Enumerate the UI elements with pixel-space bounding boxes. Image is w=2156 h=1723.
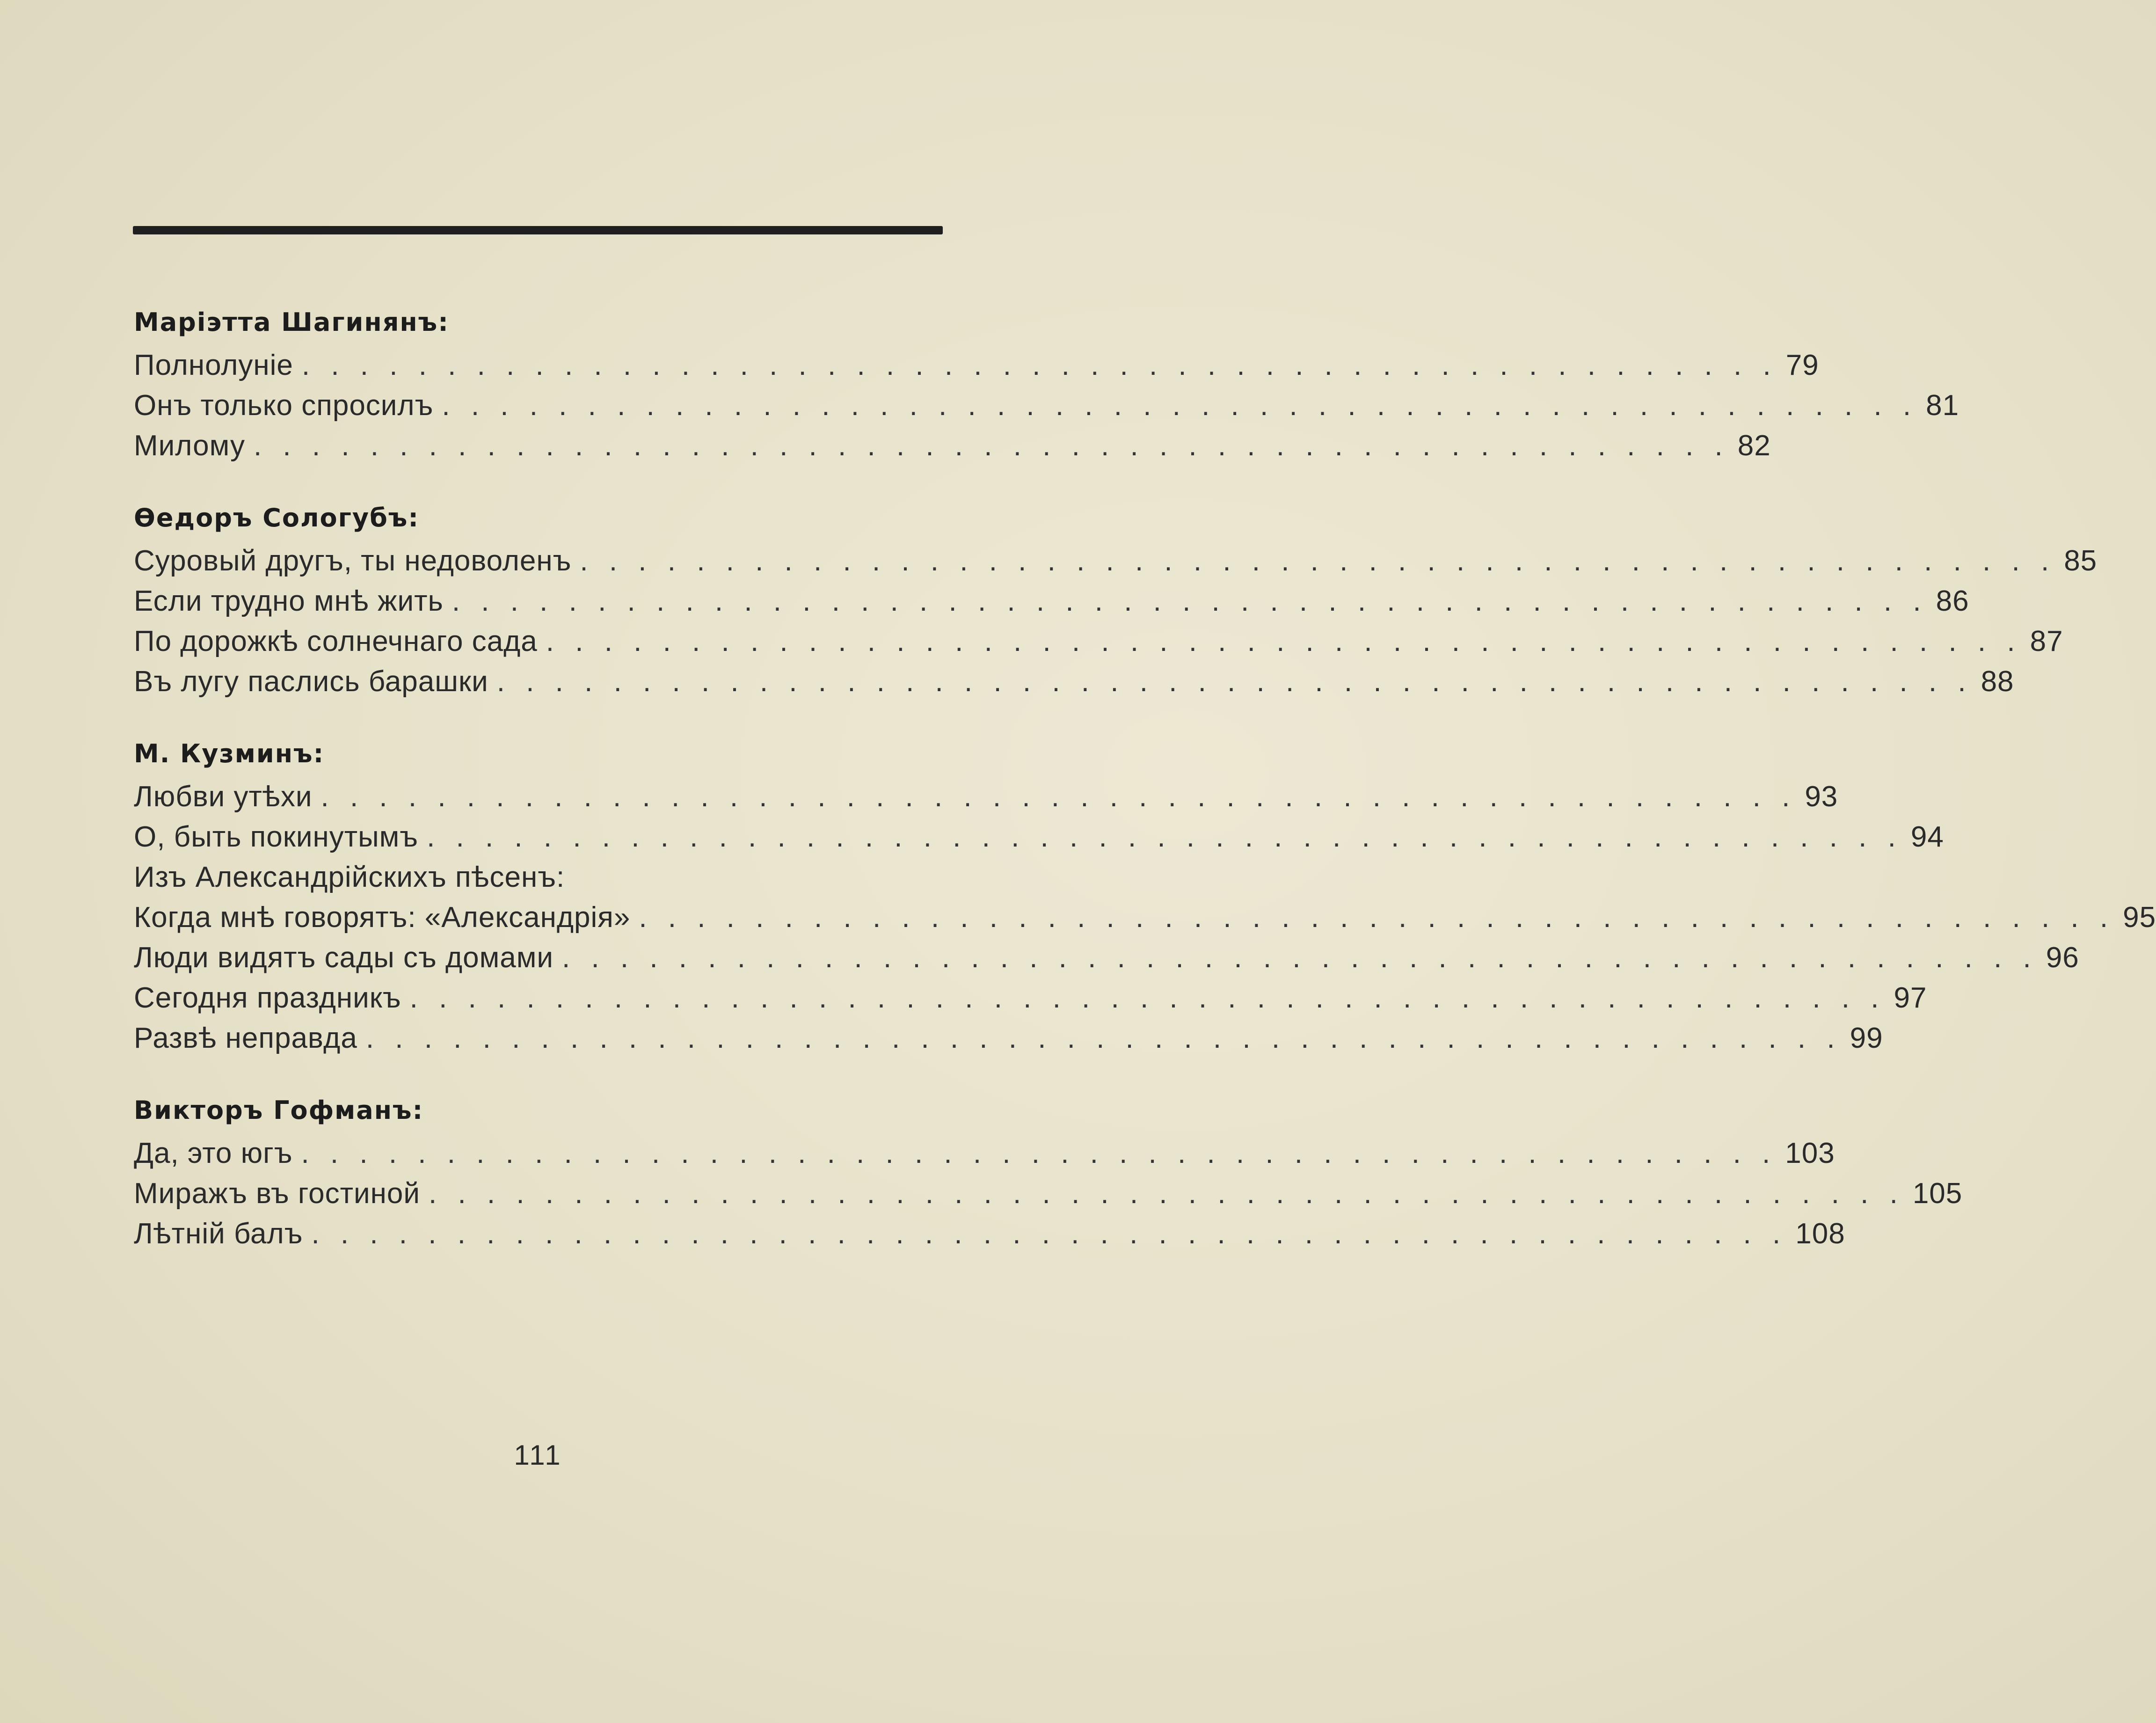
entry-title: Изъ Александрійскихъ пѣсенъ: bbox=[134, 861, 565, 893]
entry-page: 99 bbox=[1850, 1022, 1883, 1054]
toc-section-shaginyan bbox=[134, 304, 1959, 466]
toc-entry bbox=[134, 898, 2156, 938]
leader-dots: . . . . . . . . . . . . . . . . . . . . . . . . . . . . . . . . . . . . . . . . . . . . . . . . . . . bbox=[253, 430, 1729, 462]
toc-entry bbox=[134, 581, 1969, 621]
toc-entry bbox=[134, 662, 2014, 702]
entry-page: 103 bbox=[1785, 1137, 1835, 1169]
leader-dots: . . . . . . . . . . . . . . . . . . . . . . . . . . . . . . . . . . . . . . . . . . . . . . . . . . . bbox=[452, 585, 1928, 617]
leader-dots: . . . . . . . . . . . . . . . . . . . . . . . . . . . . . . . . . . . . . . . . . . . . . . . . . . . bbox=[301, 1137, 1777, 1169]
toc-entry bbox=[134, 817, 1944, 857]
entry-page: 81 bbox=[1926, 389, 1959, 422]
toc-entry bbox=[134, 1214, 1845, 1254]
entry-page: 96 bbox=[2046, 942, 2079, 974]
toc-section-gofman bbox=[134, 1092, 1963, 1254]
entry-title: Миражъ въ гостиной bbox=[134, 1177, 421, 1210]
entry-page: 94 bbox=[1910, 821, 1944, 853]
entry-page: 88 bbox=[1981, 665, 2014, 698]
entry-title: Милому bbox=[134, 430, 245, 462]
entry-page: 108 bbox=[1795, 1218, 1845, 1250]
entry-page: 93 bbox=[1805, 781, 1838, 813]
entry-title: Когда мнѣ говорятъ: «Александрія» bbox=[134, 901, 631, 934]
entry-title: Развѣ неправда bbox=[134, 1022, 357, 1054]
entry-page: 95 bbox=[2123, 901, 2156, 934]
leader-dots: . . . . . . . . . . . . . . . . . . . . . . . . . . . . . . . . . . . . . . . . . . . . . . . . . . . bbox=[562, 942, 2038, 974]
toc-entry bbox=[134, 1018, 1883, 1059]
toc-section-sologub bbox=[134, 500, 2098, 702]
leader-dots: . . . . . . . . . . . . . . . . . . . . . . . . . . . . . . . . . . . . . . . . . . . . . . . . . . . bbox=[639, 901, 2115, 934]
toc-entry bbox=[134, 938, 2079, 978]
leader-dots: . . . . . . . . . . . . . . . . . . . . . . . . . . . . . . . . . . . . . . . . . . . . . . . . . . . bbox=[365, 1022, 1842, 1054]
toc-entry bbox=[134, 426, 1771, 466]
entry-title: Если трудно мнѣ жить bbox=[134, 585, 444, 617]
entry-title: По дорожкѣ солнечнаго сада bbox=[134, 625, 538, 657]
leader-dots: . . . . . . . . . . . . . . . . . . . . . . . . . . . . . . . . . . . . . . . . . . . . . . . . . . . bbox=[546, 625, 2022, 657]
toc-entry bbox=[134, 1174, 1963, 1214]
entry-title: О, быть покинутымъ bbox=[134, 821, 419, 853]
table-of-contents bbox=[134, 304, 2156, 1288]
leader-dots: . . . . . . . . . . . . . . . . . . . . . . . . . . . . . . . . . . . . . . . . . . . . . . . . . . . bbox=[580, 545, 2056, 577]
author-heading: Маріэтта Шагинянъ: bbox=[134, 307, 449, 337]
toc-entry bbox=[134, 978, 1927, 1018]
author-heading: Өедоръ Сологубъ: bbox=[134, 503, 419, 533]
entry-title: Въ лугу паслись барашки bbox=[134, 665, 488, 698]
entry-page: 105 bbox=[1912, 1177, 1963, 1210]
author-heading: Викторъ Гофманъ: bbox=[134, 1095, 424, 1125]
leader-dots: . . . . . . . . . . . . . . . . . . . . . . . . . . . . . . . . . . . . . . . . . . . . . . . . . . . bbox=[311, 1218, 1787, 1250]
toc-entry bbox=[134, 777, 1838, 817]
entry-page: 97 bbox=[1894, 982, 1927, 1014]
author-heading: М. Кузминъ: bbox=[134, 739, 325, 768]
entry-title: Лѣтній балъ bbox=[134, 1218, 303, 1250]
toc-section-kuzmin bbox=[134, 736, 2156, 1059]
toc-entry bbox=[134, 386, 1959, 426]
entry-page: 86 bbox=[1936, 585, 1969, 617]
toc-entry bbox=[134, 345, 1819, 386]
leader-dots: . . . . . . . . . . . . . . . . . . . . . . . . . . . . . . . . . . . . . . . . . . . . . . . . . . . bbox=[427, 821, 1902, 853]
entry-title: Онъ только спросилъ bbox=[134, 389, 434, 422]
toc-entry bbox=[134, 621, 2063, 662]
leader-dots: . . . . . . . . . . . . . . . . . . . . . . . . . . . . . . . . . . . . . . . . . . . . . . . . . . . bbox=[442, 389, 1918, 422]
leader-dots: . . . . . . . . . . . . . . . . . . . . . . . . . . . . . . . . . . . . . . . . . . . . . . . . . . . bbox=[496, 665, 1973, 698]
entry-title: Полнолуніе bbox=[134, 349, 293, 381]
entry-title: Любви утѣхи bbox=[134, 781, 313, 813]
entry-title: Сегодня праздникъ bbox=[134, 982, 401, 1014]
toc-entry bbox=[134, 541, 2098, 581]
entry-page: 85 bbox=[2064, 545, 2098, 577]
header-rule bbox=[133, 226, 943, 234]
toc-subheading bbox=[134, 857, 943, 898]
entry-page: 79 bbox=[1785, 349, 1819, 381]
toc-entry bbox=[134, 1133, 1835, 1174]
entry-page: 82 bbox=[1737, 430, 1771, 462]
leader-dots: . . . . . . . . . . . . . . . . . . . . . . . . . . . . . . . . . . . . . . . . . . . . . . . . . . . bbox=[320, 781, 1797, 813]
entry-page: 87 bbox=[2030, 625, 2063, 657]
entry-title: Да, это югъ bbox=[134, 1137, 293, 1169]
leader-dots: . . . . . . . . . . . . . . . . . . . . . . . . . . . . . . . . . . . . . . . . . . . . . . . . . . . bbox=[301, 349, 1777, 381]
entry-title: Суровый другъ, ты недоволенъ bbox=[134, 545, 572, 577]
leader-dots: . . . . . . . . . . . . . . . . . . . . . . . . . . . . . . . . . . . . . . . . . . . . . . . . . . . bbox=[429, 1177, 1904, 1210]
page-number: 111 bbox=[514, 1439, 562, 1471]
entry-title: Люди видятъ сады съ домами bbox=[134, 942, 554, 974]
leader-dots: . . . . . . . . . . . . . . . . . . . . . . . . . . . . . . . . . . . . . . . . . . . . . . . . . . . bbox=[409, 982, 1886, 1014]
